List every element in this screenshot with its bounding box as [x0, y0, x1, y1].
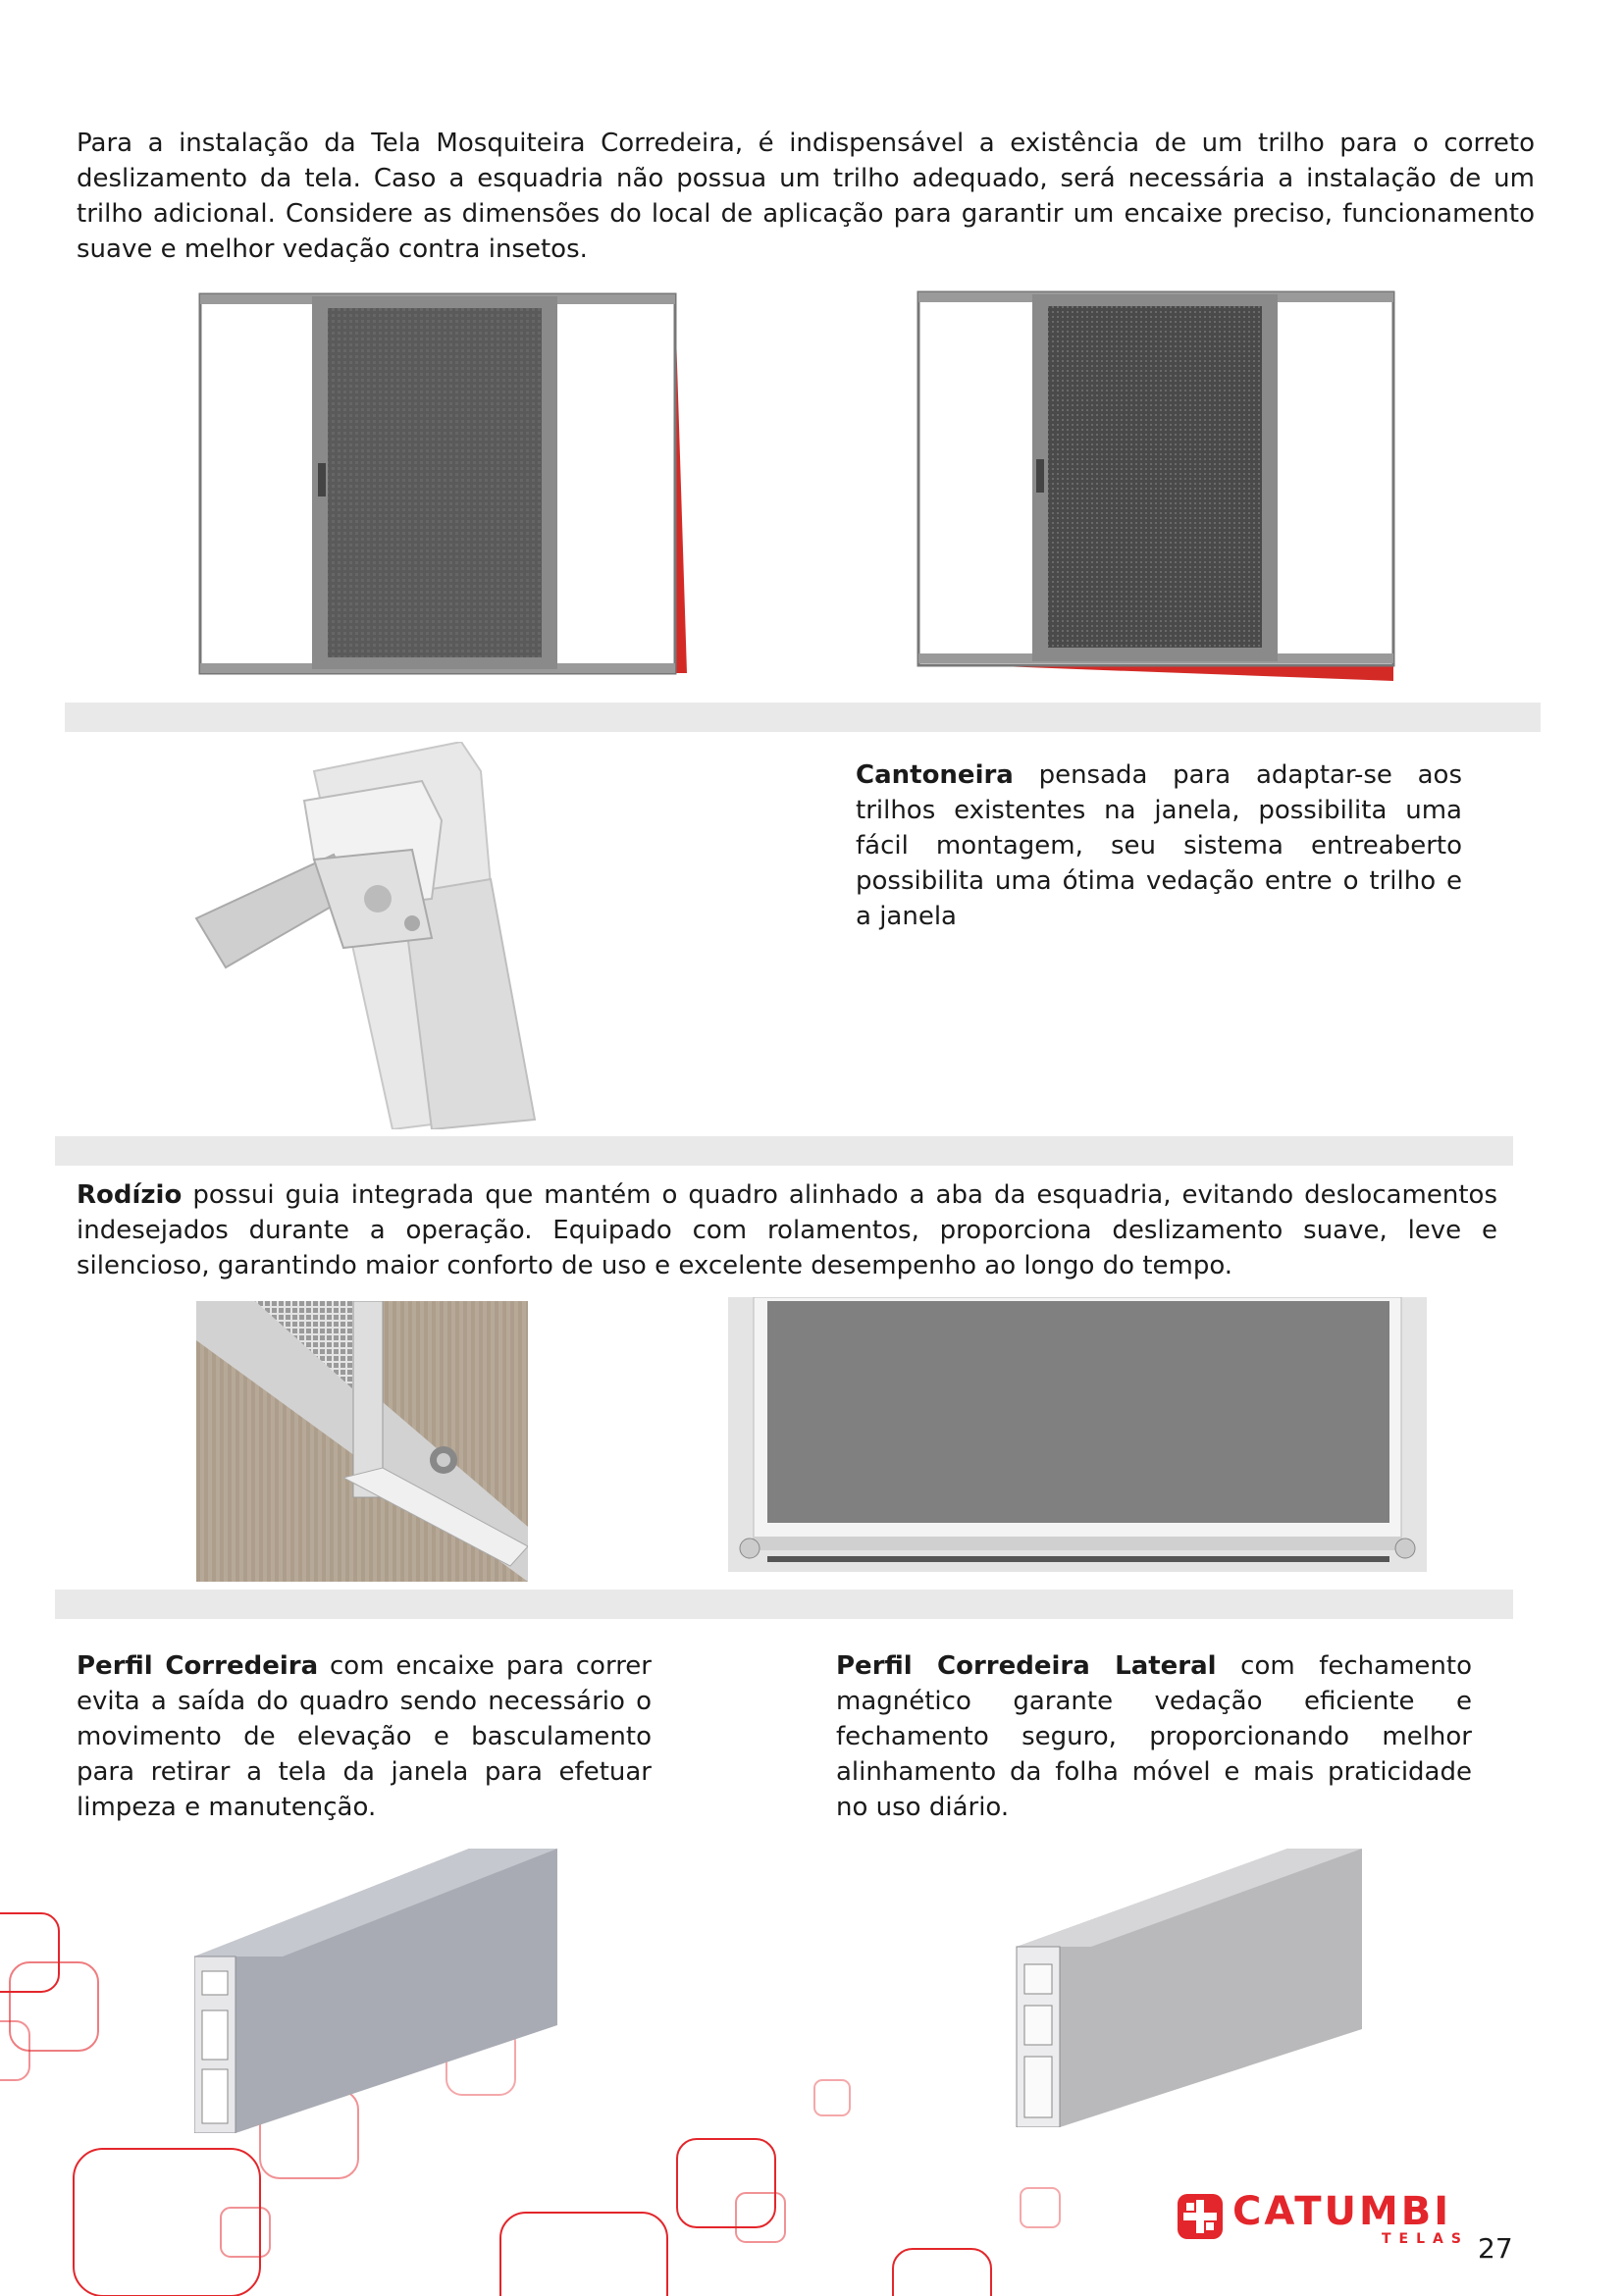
perfil-lateral-text: com fechamento magnético garante vedação eficiente e fechamento seguro, proporcionando melhor alinhamento da folha móvel e mais praticidade no uso diário. [836, 1651, 1472, 1822]
intro-paragraph: Para a instalação da Tela Mosquiteira Corredeira, é indispensável a existência de um trilho para o correto deslizamento da tela. Caso a esquadria não possua um trilho adequado, será necessária a instalação de um trilho adicional. Considere as dimensões do local de aplicação para garantir um encaixe preciso, funcionamento suave e melhor vedação contra insetos. [77, 129, 1535, 264]
perfil-corredeira-paragraph [77, 1648, 652, 1825]
rodizio-detail-image [196, 1301, 528, 1582]
perfil-corredeira-title: Perfil Corredeira [77, 1651, 319, 1681]
rodizio-title: Rodízio [77, 1180, 183, 1210]
brand-subtitle: TELAS [1382, 2231, 1469, 2247]
perfil-corredeira-text: com encaixe para correr evita a saída do quadro sendo necessário o movimento de elevação e basculamento para retirar a tela da janela para efetuar limpeza e manutenção. [77, 1651, 652, 1822]
cantoneira-paragraph [856, 757, 1462, 934]
cantoneira-image [186, 742, 540, 1129]
brand-logo [1178, 2189, 1472, 2251]
section-divider-3 [55, 1590, 1513, 1619]
perfil-lateral-image [1013, 1849, 1364, 2127]
brand-mark-icon [1178, 2194, 1223, 2239]
window-illustration-left [196, 290, 697, 683]
rodizio-paragraph [77, 1177, 1497, 1283]
perfil-lateral-title: Perfil Corredeira Lateral [836, 1651, 1217, 1681]
brand-name: CATUMBI [1232, 2189, 1452, 2234]
rodizio-frame-image [728, 1297, 1427, 1572]
cantoneira-text: pensada para adaptar-se aos trilhos existentes na janela, possibilita uma fácil montagem, seu sistema entreaberto possibilita uma ótima vedação entre o trilho e a janela [856, 760, 1462, 931]
section-divider-1 [65, 703, 1541, 732]
section-divider-2 [55, 1136, 1513, 1166]
window-illustration-right [915, 287, 1405, 689]
rodizio-text: possui guia integrada que mantém o quadro alinhado a aba da esquadria, evitando deslocamentos indesejados durante a operação. Equipado com rolamentos, proporciona deslizamento suave, leve e silencioso, garantindo maior conforto de uso e excelente desempenho ao longo do tempo. [77, 1180, 1497, 1280]
perfil-corredeira-image [194, 1849, 559, 2133]
cantoneira-title: Cantoneira [856, 760, 1014, 790]
perfil-lateral-paragraph [836, 1648, 1472, 1825]
page-number: 27 [1478, 2232, 1513, 2265]
